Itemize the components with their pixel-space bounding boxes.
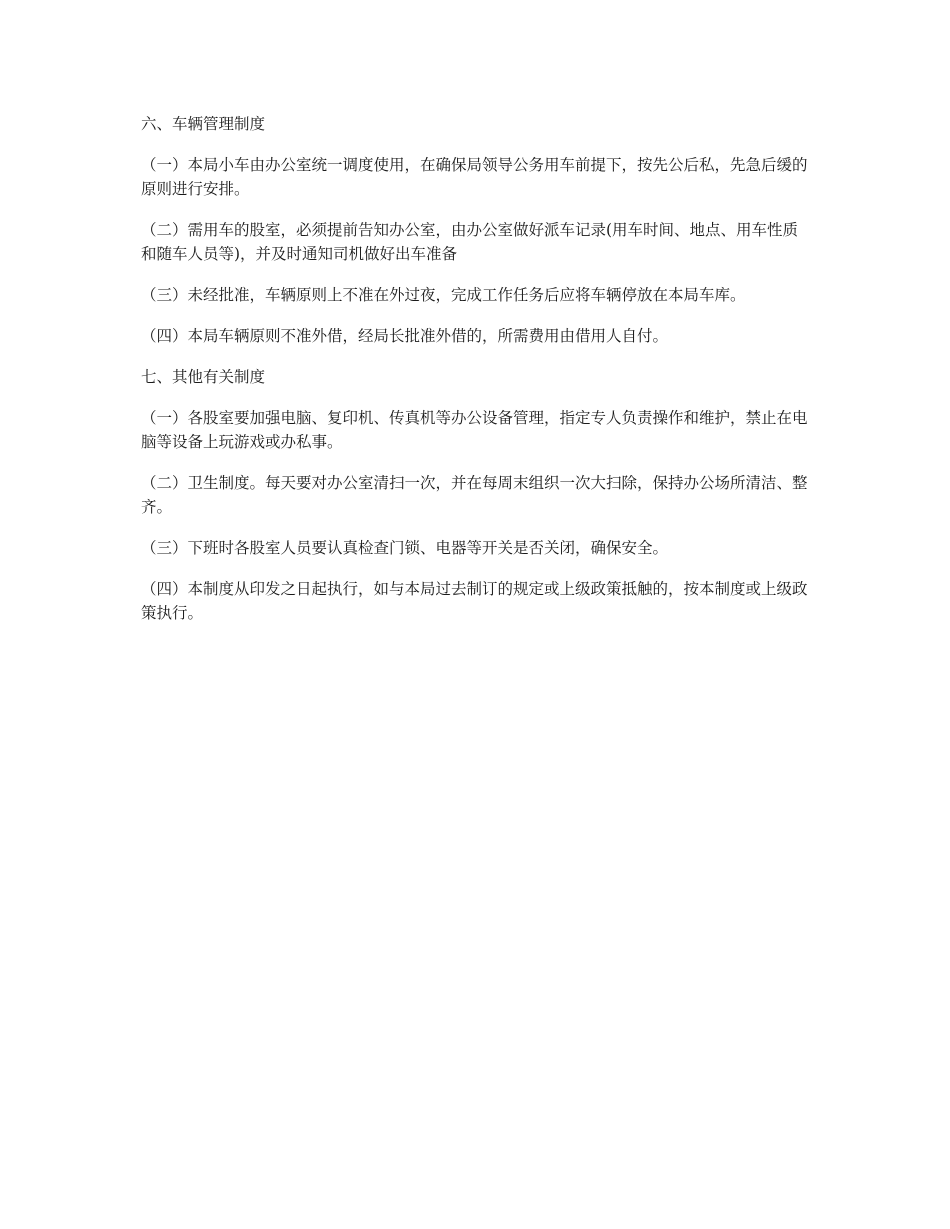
paragraph: （一）各股室要加强电脑、复印机、传真机等办公设备管理，指定专人负责操作和维护，禁止在电脑等设备上玩游戏或办私事。 [141,409,808,451]
paragraph: （三）下班时各股室人员要认真检查门锁、电器等开关是否关闭，确保安全。 [141,539,669,557]
paragraph: （一）本局小车由办公室统一调度使用，在确保局领导公务用车前提下，按先公后私，先急后缓的原则进行安排。 [141,156,808,198]
paragraph: （四）本制度从印发之日起执行，如与本局过去制订的规定或上级政策抵触的，按本制度或上级政策执行。 [141,580,808,622]
document-body [141,112,811,642]
paragraph: （三）未经批准，车辆原则上不准在外过夜，完成工作任务后应将车辆停放在本局车库。 [141,286,746,304]
section-heading-vehicle: 六、车辆管理制度 [141,115,266,133]
paragraph: （四）本局车辆原则不准外借，经局长批准外借的，所需费用由借用人自付。 [141,327,669,345]
paragraph: （二）卫生制度。每天要对办公室清扫一次，并在每周末组织一次大扫除，保持办公场所清洁、整齐。 [141,474,808,516]
section-heading-other: 七、其他有关制度 [141,368,266,386]
paragraph: （二）需用车的股室，必须提前告知办公室，由办公室做好派车记录(用车时间、地点、用车性质和随车人员等)，并及时通知司机做好出车准备 [141,221,799,263]
